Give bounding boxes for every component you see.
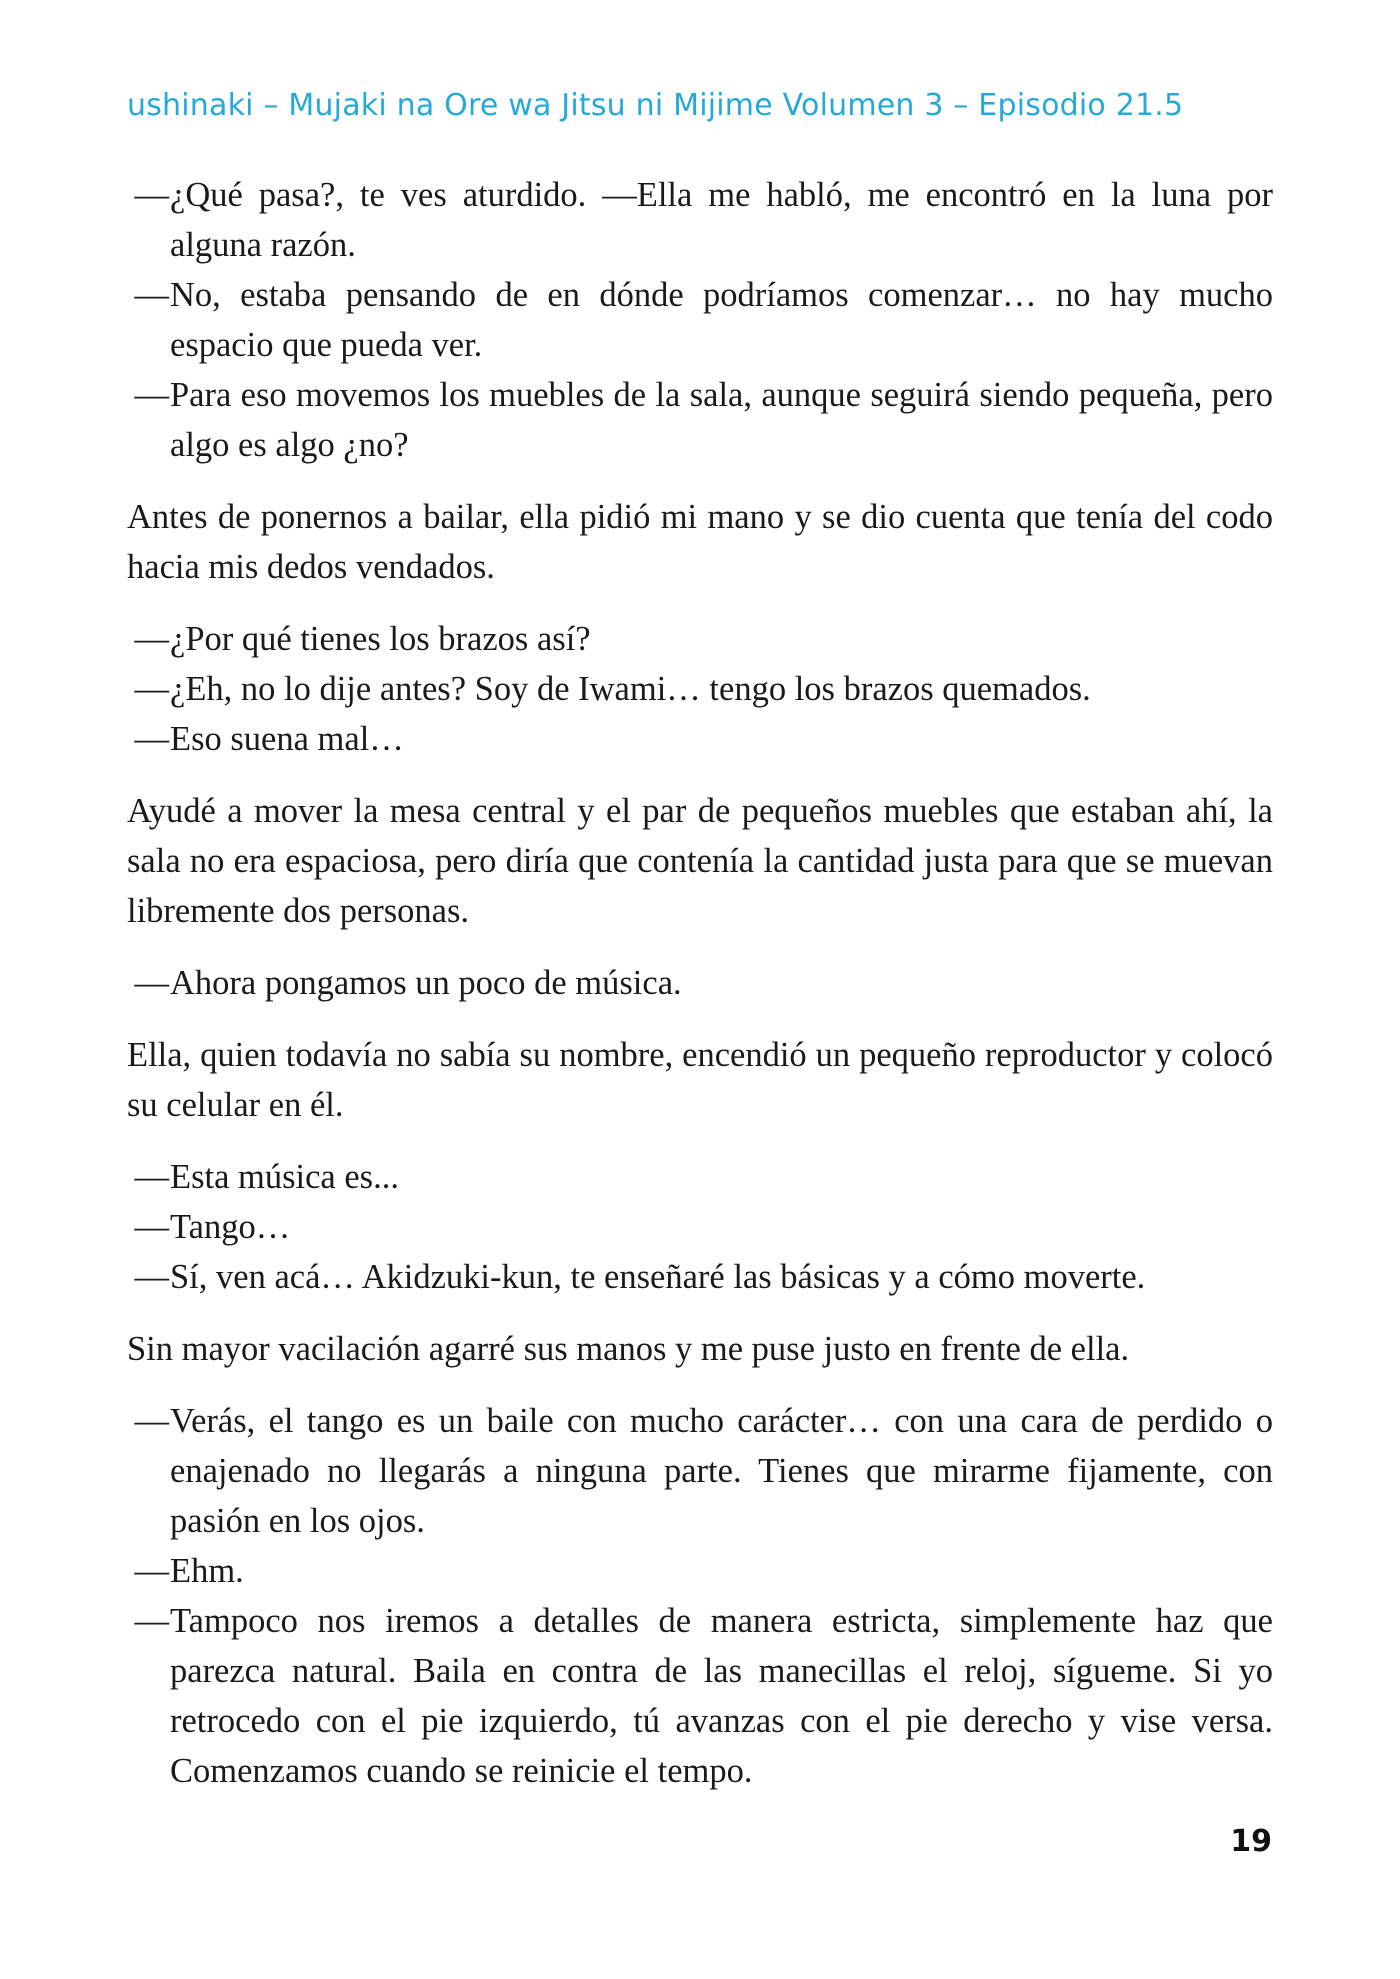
dialogue-line: [127, 1546, 1273, 1596]
narration-paragraph: Ella, quien todavía no sabía su nombre, encendió un pequeño reproductor y colocó su celular en él.: [127, 1036, 1273, 1124]
dialogue-block: [127, 958, 1273, 1008]
dialogue-text: Tango…: [170, 1208, 291, 1246]
dialogue-block: [127, 1152, 1273, 1302]
dialogue-line: [127, 1152, 1273, 1202]
dialogue-dash: [127, 1596, 170, 1796]
dialogue-text: Esta música es...: [170, 1158, 399, 1196]
dialogue-dash: [127, 1546, 170, 1596]
dialogue-line: [127, 1202, 1273, 1252]
dialogue-line: [127, 714, 1273, 764]
dialogue-text: No, estaba pensando de en dónde podríamos comenzar… no hay mucho espacio que pueda ver.: [170, 276, 1273, 364]
dialogue-line: [127, 170, 1273, 270]
dialogue-line: [127, 958, 1273, 1008]
dialogue-text: Tampoco nos iremos a detalles de manera estricta, simplemente haz que parezca natural. Baila en contra de las manecillas el reloj, sígueme. Si yo retrocedo con el pie izquierdo, tú avanzas con el pie derecho y vise versa. Comenzamos cuando se reinicie el tempo.: [170, 1602, 1273, 1790]
dialogue-block: [127, 1396, 1273, 1796]
dialogue-dash: [127, 1152, 170, 1202]
dialogue-text: Eso suena mal…: [170, 720, 404, 758]
dialogue-line: [127, 270, 1273, 370]
dialogue-text: ¿Eh, no lo dije antes? Soy de Iwami… tengo los brazos quemados.: [170, 670, 1091, 708]
dialogue-line: [127, 614, 1273, 664]
dialogue-dash: [127, 1202, 170, 1252]
dialogue-line: [127, 664, 1273, 714]
dialogue-text: Ahora pongamos un poco de música.: [170, 964, 682, 1002]
dialogue-dash: [127, 370, 170, 470]
dialogue-text: Ehm.: [170, 1552, 244, 1590]
dialogue-dash: [127, 270, 170, 370]
dialogue-dash: [127, 664, 170, 714]
narration-paragraph: Ayudé a mover la mesa central y el par de pequeños muebles que estaban ahí, la sala no era espaciosa, pero diría que contenía la cantidad justa para que se muevan libremente dos personas.: [127, 792, 1273, 930]
running-header: ushinaki – Mujaki na Ore wa Jitsu ni Mijime Volumen 3 – Episodio 21.5: [127, 88, 1184, 123]
page-body: [127, 170, 1273, 1818]
dialogue-text: ¿Por qué tienes los brazos así?: [170, 620, 591, 658]
dialogue-line: [127, 370, 1273, 470]
narration-paragraph: Sin mayor vacilación agarré sus manos y me puse justo en frente de ella.: [127, 1330, 1130, 1368]
dialogue-dash: [127, 1252, 170, 1302]
dialogue-dash: [127, 170, 170, 270]
dialogue-dash: [127, 614, 170, 664]
dialogue-line: [127, 1252, 1273, 1302]
dialogue-text: ¿Qué pasa?, te ves aturdido. —Ella me habló, me encontró en la luna por alguna razón.: [170, 176, 1273, 264]
dialogue-block: [127, 614, 1273, 764]
dialogue-line: [127, 1396, 1273, 1546]
page-number: 19: [1230, 1824, 1272, 1859]
dialogue-text: Sí, ven acá… Akidzuki-kun, te enseñaré las básicas y a cómo moverte.: [170, 1258, 1146, 1296]
dialogue-dash: [127, 714, 170, 764]
dialogue-text: Para eso movemos los muebles de la sala, aunque seguirá siendo pequeña, pero algo es algo ¿no?: [170, 376, 1273, 464]
dialogue-block: [127, 170, 1273, 470]
dialogue-line: [127, 1596, 1273, 1796]
dialogue-text: Verás, el tango es un baile con mucho carácter… con una cara de perdido o enajenado no llegarás a ninguna parte. Tienes que mirarme fijamente, con pasión en los ojos.: [170, 1402, 1273, 1540]
narration-paragraph: Antes de ponernos a bailar, ella pidió mi mano y se dio cuenta que tenía del codo hacia mis dedos vendados.: [127, 498, 1273, 586]
dialogue-dash: [127, 958, 170, 1008]
dialogue-dash: [127, 1396, 170, 1546]
